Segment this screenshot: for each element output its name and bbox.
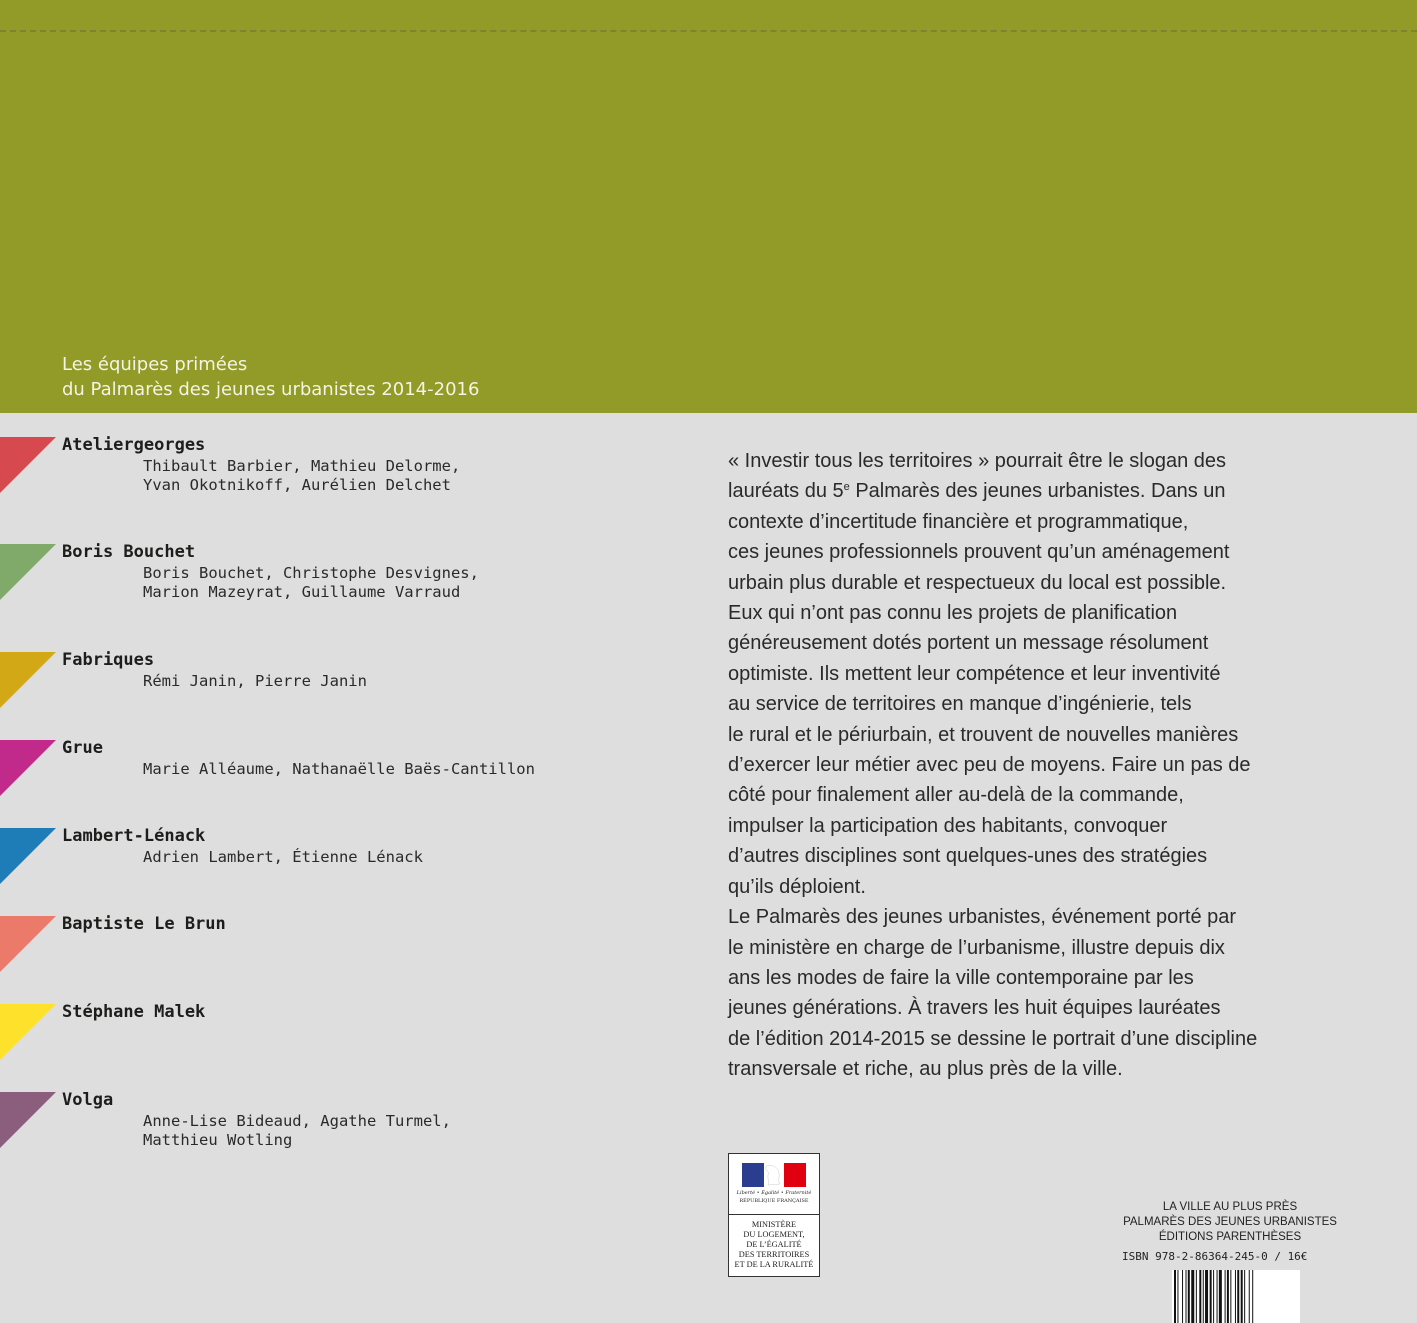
body-lines <box>728 507 1288 1085</box>
publisher-name: ÉDITIONS PARENTHÈSES <box>1158 1231 1302 1243</box>
collection-title: PALMARÈS DES JEUNES URBANISTES <box>1123 1216 1337 1228</box>
body-line-start: lauréats du 5 <box>728 480 844 503</box>
body-line: urbain plus durable et respectueux du local est possible. <box>728 571 1227 594</box>
team-members <box>143 760 535 779</box>
barcode-icon <box>1172 1270 1300 1323</box>
team-name: Boris Bouchet <box>62 542 196 562</box>
section-title <box>62 352 479 402</box>
team-members <box>143 1112 451 1150</box>
body-line: de l’édition 2014-2015 se dessine le portrait d’une discipline <box>728 1027 1258 1050</box>
team-color-triangle-icon <box>0 544 56 600</box>
body-line: au service de territoires en manque d’ingénierie, tels <box>728 693 1192 716</box>
body-line: d’autres disciplines sont quelques-unes des stratégies <box>728 845 1208 868</box>
team-color-triangle-icon <box>0 652 56 708</box>
body-line: contexte d’incertitude financière et programmatique, <box>728 510 1189 533</box>
dashed-rule <box>0 30 1417 32</box>
body-line: le rural et le périurbain, et trouvent de nouvelles manières <box>728 723 1239 746</box>
republic-motto: Liberté • Égalité • Fraternité <box>736 1190 812 1196</box>
body-line: Eux qui n’ont pas connu les projets de planification <box>728 602 1178 625</box>
team-member-line: Anne-Lise Bideaud, Agathe Turmel, <box>143 1112 451 1130</box>
team-member-line: Adrien Lambert, Étienne Lénack <box>143 848 423 866</box>
colophon <box>1110 1200 1350 1245</box>
body-line: d’exercer leur métier avec peu de moyens. Faire un pas de <box>728 754 1251 777</box>
team-name: Grue <box>62 738 103 758</box>
ministry-name-line: DES TERRITOIRES <box>738 1250 810 1259</box>
team-color-triangle-icon <box>0 437 56 493</box>
team-members <box>143 848 423 867</box>
team-name: Fabriques <box>62 650 155 670</box>
team-name: Volga <box>62 1090 114 1110</box>
body-line: « Investir tous les territoires » pourrait être le slogan des <box>728 450 1227 472</box>
body-text <box>728 446 1288 1085</box>
team-member-line: Thibault Barbier, Mathieu Delorme, <box>143 457 461 475</box>
isbn-price: ISBN 978-2-86364-245-0 / 16€ <box>1122 1250 1308 1263</box>
ordinal-superscript: e <box>843 481 850 494</box>
team-name: Baptiste Le Brun <box>62 914 226 934</box>
body-line: optimiste. Ils mettent leur compétence et leur inventivité <box>728 662 1221 685</box>
ministry-name <box>729 1220 819 1270</box>
body-line: impulser la participation des habitants, convoquer <box>728 814 1168 837</box>
body-line: jeunes générations. À travers les huit équipes lauréates <box>728 997 1221 1020</box>
team-member-line: Marion Mazeyrat, Guillaume Varraud <box>143 583 461 601</box>
section-title-line-2: du Palmarès des jeunes urbanistes 2014-2016 <box>62 379 480 400</box>
republic-block <box>729 1154 819 1215</box>
body-line: ces jeunes professionnels prouvent qu’un aménagement <box>728 541 1230 564</box>
body-line: le ministère en charge de l’urbanisme, illustre depuis dix <box>728 936 1225 959</box>
team-members <box>143 564 479 602</box>
ministry-name-line: MINISTÈRE <box>751 1220 797 1229</box>
series-title: LA VILLE AU PLUS PRÈS <box>1162 1201 1298 1213</box>
body-line: côté pour finalement aller au-delà de la commande, <box>728 784 1184 807</box>
team-color-triangle-icon <box>0 740 56 796</box>
body-line: qu’ils déploient. <box>728 875 866 898</box>
team-color-triangle-icon <box>0 828 56 884</box>
section-title-line-1: Les équipes primées <box>62 354 248 375</box>
ministry-name-line: ET DE LA RURALITÉ <box>734 1260 814 1269</box>
body-line: transversale et riche, au plus près de la ville. <box>728 1058 1123 1081</box>
ministry-name-line: DU LOGEMENT, <box>743 1230 805 1239</box>
team-color-triangle-icon <box>0 1004 56 1060</box>
body-line: généreusement dotés portent un message résolument <box>728 632 1209 655</box>
marianne-flag-icon <box>742 1163 806 1187</box>
body-line: Le Palmarès des jeunes urbanistes, événement porté par <box>728 906 1237 929</box>
team-member-line: Rémi Janin, Pierre Janin <box>143 672 367 690</box>
team-member-line: Boris Bouchet, Christophe Desvignes, <box>143 564 479 582</box>
team-members <box>143 672 367 691</box>
ministry-name-line: DE L’ÉGALITÉ <box>746 1240 802 1249</box>
body-line-end: Palmarès des jeunes urbanistes. Dans un <box>849 480 1226 503</box>
team-color-triangle-icon <box>0 1092 56 1148</box>
team-member-line: Marie Alléaume, Nathanaëlle Baës-Cantillon <box>143 760 535 778</box>
title-band <box>0 0 1417 413</box>
team-name: Lambert-Lénack <box>62 826 206 846</box>
team-name: Stéphane Malek <box>62 1002 206 1022</box>
body-line <box>728 476 1288 506</box>
team-member-line: Yvan Okotnikoff, Aurélien Delchet <box>143 476 451 494</box>
team-name: Ateliergeorges <box>62 435 206 455</box>
body-line: ans les modes de faire la ville contemporaine par les <box>728 966 1194 989</box>
team-members <box>143 457 460 495</box>
team-member-line: Matthieu Wotling <box>143 1131 293 1149</box>
ministry-logo <box>728 1153 820 1277</box>
team-color-triangle-icon <box>0 916 56 972</box>
republic-label: RÉPUBLIQUE FRANÇAISE <box>739 1198 809 1204</box>
